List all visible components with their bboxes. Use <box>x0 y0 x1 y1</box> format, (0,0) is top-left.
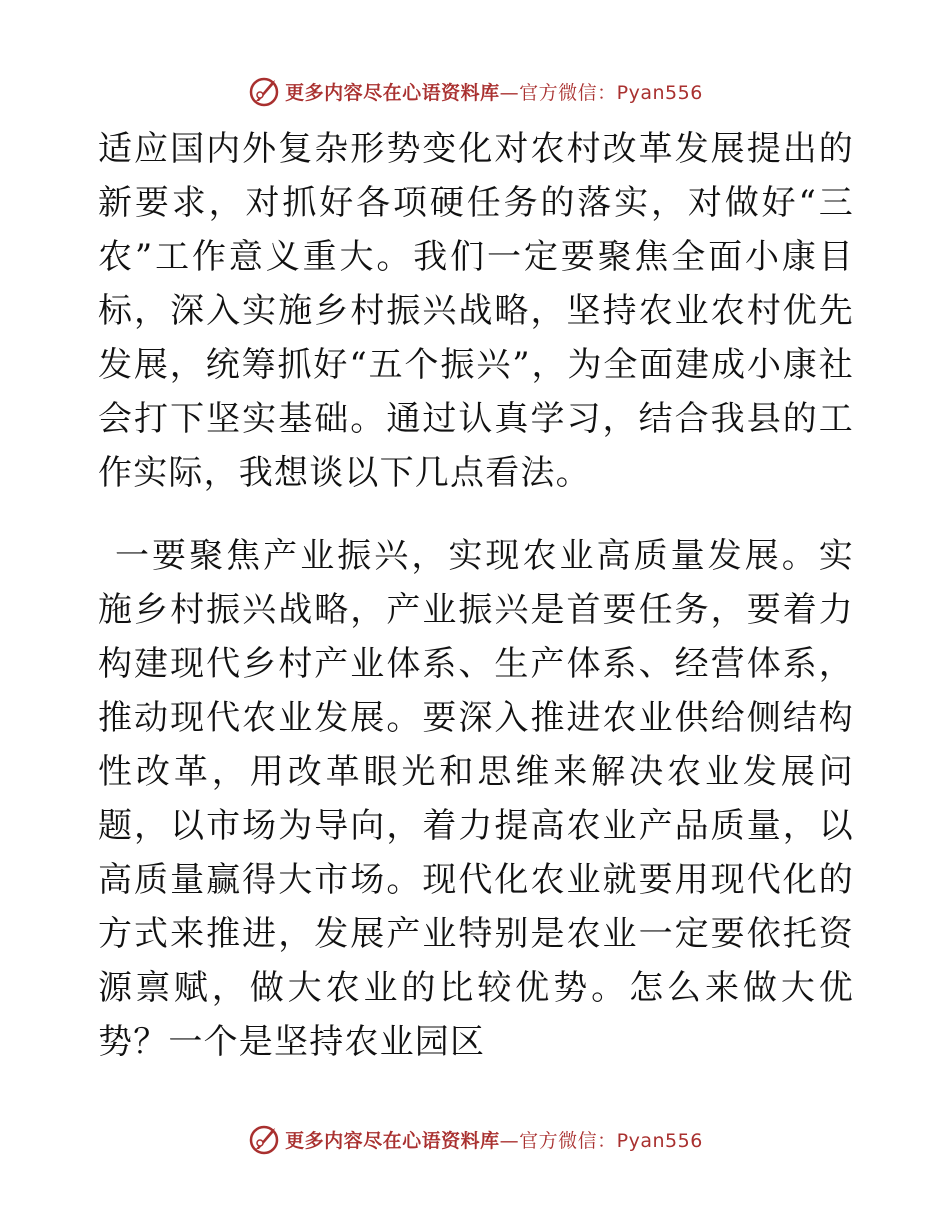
document-body <box>98 122 854 1069</box>
banner-prefix: 更多内容尽在心语资料库 <box>285 81 500 104</box>
banner-suffix: 官方微信：Pyan556 <box>519 81 703 104</box>
quill-seal-logo-icon <box>247 74 281 108</box>
banner-prefix: 更多内容尽在心语资料库 <box>285 1129 500 1152</box>
banner-dash: — <box>499 1129 520 1152</box>
footer-banner <box>0 1122 950 1156</box>
paragraph-industry: 一要聚焦产业振兴，实现农业高质量发展。实施乡村振兴战略，产业振兴是首要任务，要着力构建现代乡村产业体系、生产体系、经营体系，推动现代农业发展。要深入推进农业供给侧结构性改革，用改革眼光和思维来解决农业发展问题，以市场为导向，着力提高农业产品质量，以高质量赢得大市场。现代化农业就要用现代化的方式来推进，发展产业特别是农业一定要依托资源禀赋，做大农业的比较优势。怎么来做大优势？一个是坚持农业园区 <box>98 536 854 1062</box>
header-banner <box>0 74 950 108</box>
paragraph-intro: 适应国内外复杂形势变化对农村改革发展提出的新要求，对抓好各项硬任务的落实，对做好“三农”工作意义重大。我们一定要聚焦全面小康目标，深入实施乡村振兴战略，坚持农业农村优先发展，统筹抓好“五个振兴”，为全面建成小康社会打下坚实基础。通过认真学习，结合我县的工作实际，我想谈以下几点看法。 <box>98 129 854 493</box>
quill-seal-logo-icon <box>247 1122 281 1156</box>
banner-suffix: 官方微信：Pyan556 <box>519 1129 703 1152</box>
banner-text <box>285 1126 703 1153</box>
banner-dash: — <box>499 81 520 104</box>
banner-text <box>285 78 703 105</box>
